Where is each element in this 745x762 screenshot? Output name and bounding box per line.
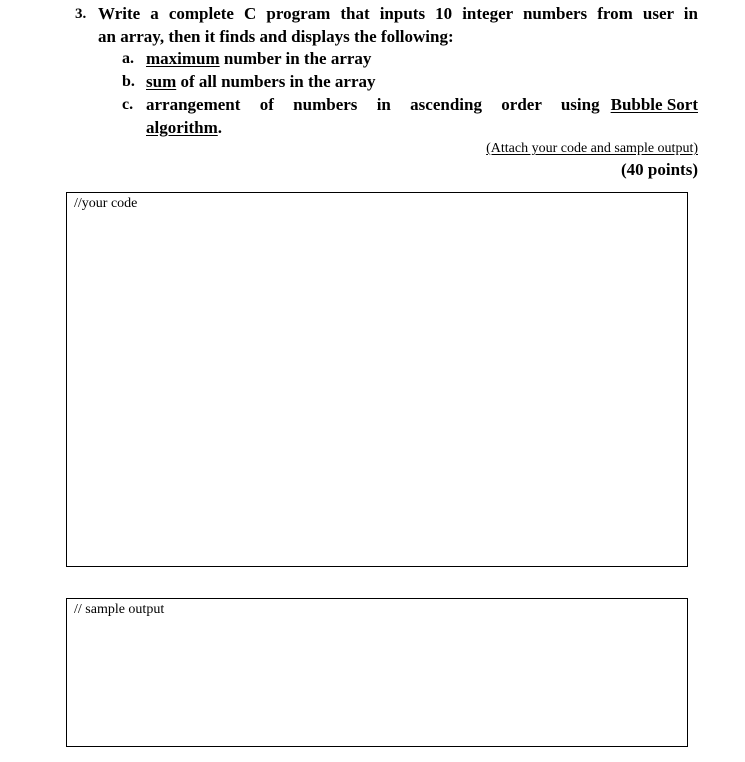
code-box[interactable] (66, 192, 688, 567)
item-c-keyword: Bubble Sort (610, 95, 698, 114)
points-label: (40 points) (621, 160, 698, 179)
output-box[interactable] (66, 598, 688, 747)
item-a-text (146, 48, 371, 70)
item-a-keyword: maximum (146, 49, 220, 68)
question-number: 3. (75, 6, 87, 22)
code-box-label: //your code (74, 196, 138, 211)
item-c-text: arrangement of numbers in ascending order using (146, 95, 600, 114)
item-a-letter: a. (122, 50, 134, 67)
item-c-keyword2: algorithm (146, 118, 218, 137)
attach-note: (Attach your code and sample output) (486, 141, 698, 156)
item-c-line1 (146, 94, 698, 116)
question-line-1: Write a complete C program that inputs 10 integer numbers from user in (98, 4, 698, 23)
question-line-2: an array, then it finds and displays the following: (98, 27, 454, 46)
item-c-letter: c. (122, 96, 134, 113)
item-b-keyword: sum (146, 72, 177, 91)
item-b-rest: of all numbers in the array (176, 72, 376, 91)
output-box-label: // sample output (74, 602, 165, 617)
item-b-letter: b. (122, 73, 135, 90)
item-b-text (146, 71, 376, 93)
item-a-rest: number in the array (219, 49, 372, 68)
item-c-line2 (146, 117, 222, 139)
item-c-end: . (217, 118, 223, 137)
